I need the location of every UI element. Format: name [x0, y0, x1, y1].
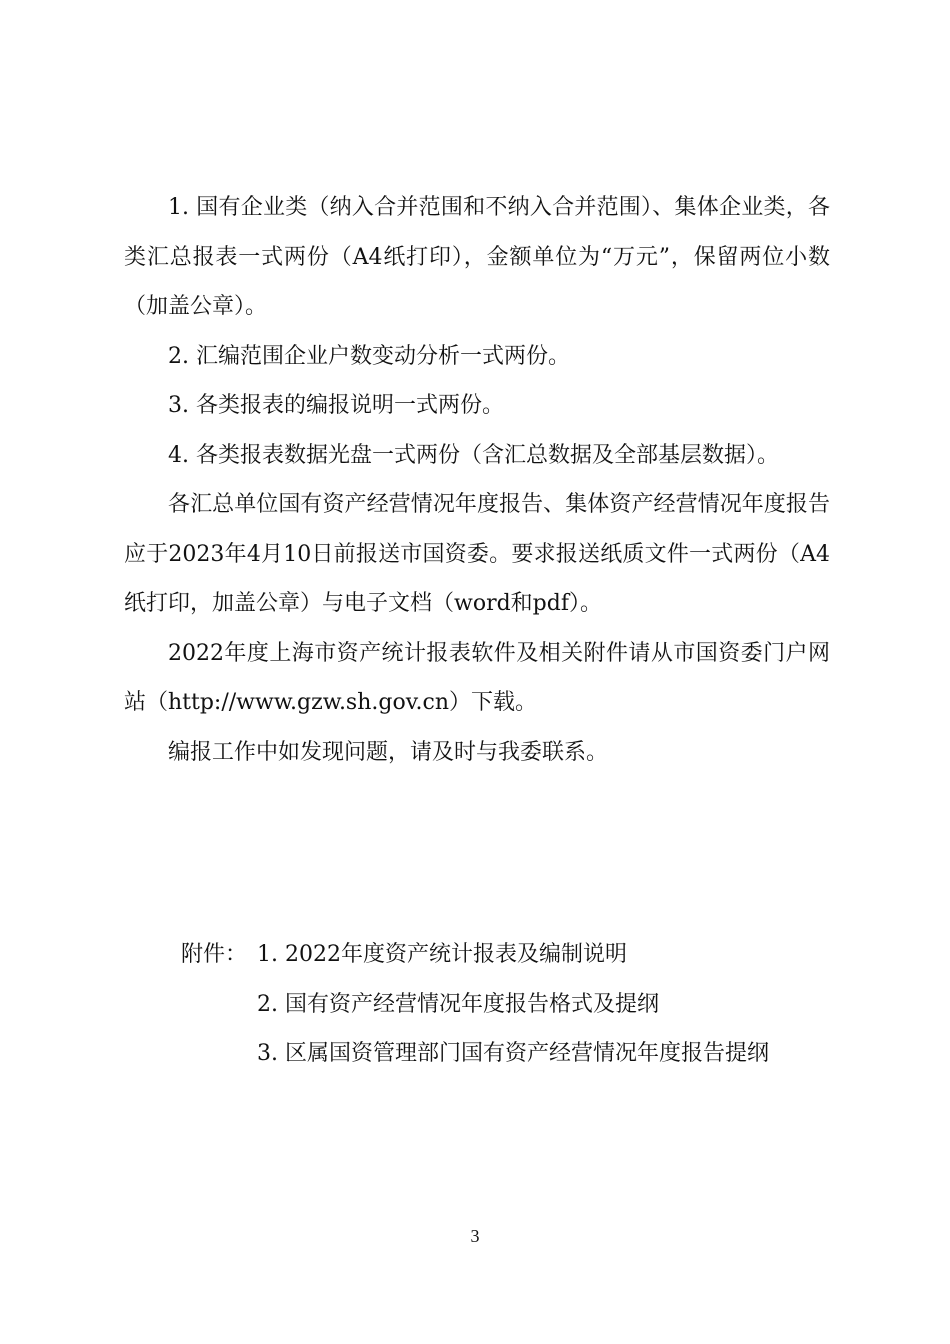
attachment-item-1: 1. 2022年度资产统计报表及编制说明 [257, 942, 627, 967]
annual-report-deadline-paragraph: 各汇总单位国有资产经营情况年度报告、集体资产经营情况年度报告应于2023年4月10日前报送市国资委。要求报送纸质文件一式两份（A4纸打印，加盖公章）与电子文档（word和pdf）。 [124, 492, 830, 616]
software-download-paragraph: 2022年度上海市资产统计报表软件及相关附件请从市国资委门户网站（http://www.gzw.sh.gov.cn）下载。 [124, 640, 830, 715]
attachments-list [124, 930, 830, 1079]
requirement-item-4: 4. 各类报表数据光盘一式两份（含汇总数据及全部基层数据）。 [168, 442, 779, 468]
page-number: 3 [470, 1226, 480, 1246]
requirement-item-3: 3. 各类报表的编报说明一式两份。 [168, 393, 504, 418]
attachment-item-3: 3. 区属国资管理部门国有资产经营情况年度报告提纲 [257, 1041, 769, 1066]
attachment-row [124, 930, 830, 980]
contact-paragraph: 编报工作中如发现问题，请及时与我委联系。 [168, 739, 609, 765]
requirement-item-1: 1. 国有企业类（纳入合并范围和不纳入合并范围）、集体企业类，各类汇总报表一式两份（A4纸打印），金额单位为“万元”，保留两位小数（加盖公章）。 [124, 195, 830, 319]
document-body [124, 183, 830, 777]
requirement-item-2: 2. 汇编范围企业户数变动分析一式两份。 [168, 343, 570, 369]
attachments-label: 附件： [181, 942, 248, 967]
attachment-item-2: 2. 国有资产经营情况年度报告格式及提纲 [257, 991, 659, 1017]
attachment-row [124, 980, 830, 1030]
